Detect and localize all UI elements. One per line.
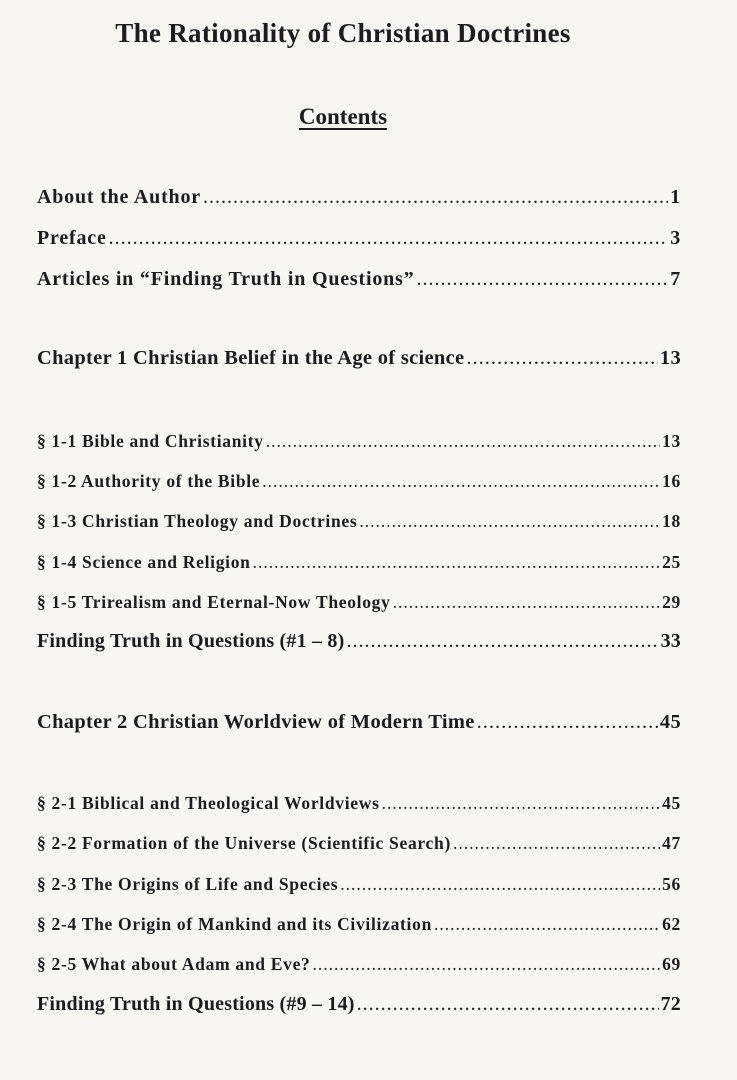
toc-entry-label: § 2-1 Biblical and Theological Worldviews [37,793,380,813]
toc-leader-dots [313,954,661,975]
toc-entry-label: Chapter 1 Christian Belief in the Age of science [37,347,465,369]
toc-page-number: 33 [660,630,681,652]
toc-leader-dots [477,711,658,734]
toc-entry-section-1-5 [37,592,681,613]
toc-entry-label: § 2-3 The Origins of Life and Species [37,874,339,894]
toc-entry-section-1-1 [37,431,681,452]
toc-entry-articles [37,268,681,291]
toc-page-number: 45 [659,711,681,733]
toc-page-number: 72 [660,993,681,1015]
toc-leader-dots [109,227,669,250]
toc-entry-label: Chapter 2 Christian Worldview of Modern Time [37,711,475,733]
toc-entry-chapter-1 [37,347,681,370]
toc-page-number: 7 [670,268,681,290]
toc-entry-label: § 1-1 Bible and Christianity [37,431,264,451]
toc-entry-about-author [37,186,681,209]
toc-page-number: 3 [670,227,681,249]
toc-page-number: 47 [662,833,681,853]
toc-entry-label: § 2-5 What about Adam and Eve? [37,954,311,974]
toc-entry-section-2-5 [37,954,681,975]
toc-entry-section-1-3 [37,511,681,532]
toc-leader-dots [346,630,658,653]
toc-page-number: 16 [662,471,681,491]
toc-leader-dots [434,914,660,935]
toc-entry-label: § 2-4 The Origin of Mankind and its Civilization [37,914,432,934]
toc-entry-section-2-3 [37,874,681,895]
toc-page-number: 56 [662,874,681,894]
toc-entry-label: Finding Truth in Questions (#9 – 14) [37,993,355,1015]
toc-page-number: 13 [659,347,681,369]
toc-page-number: 29 [662,592,681,612]
toc-page-number: 62 [662,914,681,934]
toc-entry-section-2-2 [37,833,681,854]
toc-leader-dots [393,592,661,613]
toc-entry-label: Preface [37,227,107,249]
toc-leader-dots [416,268,668,291]
toc-entry-section-2-4 [37,914,681,935]
toc-entry-chapter-2 [37,711,681,734]
toc-leader-dots [203,186,668,209]
toc-leader-dots [262,471,660,492]
toc-page-number: 13 [662,431,681,451]
toc-leader-dots [266,431,660,452]
toc-entry-label: § 1-2 Authority of the Bible [37,471,261,491]
toc-leader-dots [253,552,660,573]
toc-entry-label: § 1-4 Science and Religion [37,552,251,572]
toc-entry-questions-2 [37,993,681,1016]
contents-heading: Contents [298,104,388,129]
toc-entry-label: § 2-2 Formation of the Universe (Scientific Search) [37,833,451,853]
toc-leader-dots [382,793,660,814]
toc-entry-questions-1 [37,630,681,653]
toc-page-number: 1 [670,186,681,208]
toc-entry-section-2-1 [37,793,681,814]
toc-entry-label: Finding Truth in Questions (#1 – 8) [37,630,345,652]
book-title: The Rationality of Christian Doctrines [115,18,571,48]
toc-entry-label: § 1-3 Christian Theology and Doctrines [37,511,358,531]
toc-leader-dots [466,347,657,370]
toc-leader-dots [453,833,660,854]
toc-leader-dots [357,993,659,1016]
toc-entry-preface [37,227,681,250]
toc-page-number: 18 [662,511,681,531]
toc-entry-section-1-4 [37,552,681,573]
toc-leader-dots [340,874,660,895]
toc-page-number: 45 [662,793,681,813]
toc-entry-section-1-2 [37,471,681,492]
toc-entry-label: § 1-5 Trirealism and Eternal-Now Theology [37,592,391,612]
toc-leader-dots [359,511,660,532]
toc-entry-label: About the Author [37,186,201,208]
toc-page-number: 25 [662,552,681,572]
toc-page-number: 69 [662,954,681,974]
toc-entry-label: Articles in “Finding Truth in Questions” [37,268,415,290]
